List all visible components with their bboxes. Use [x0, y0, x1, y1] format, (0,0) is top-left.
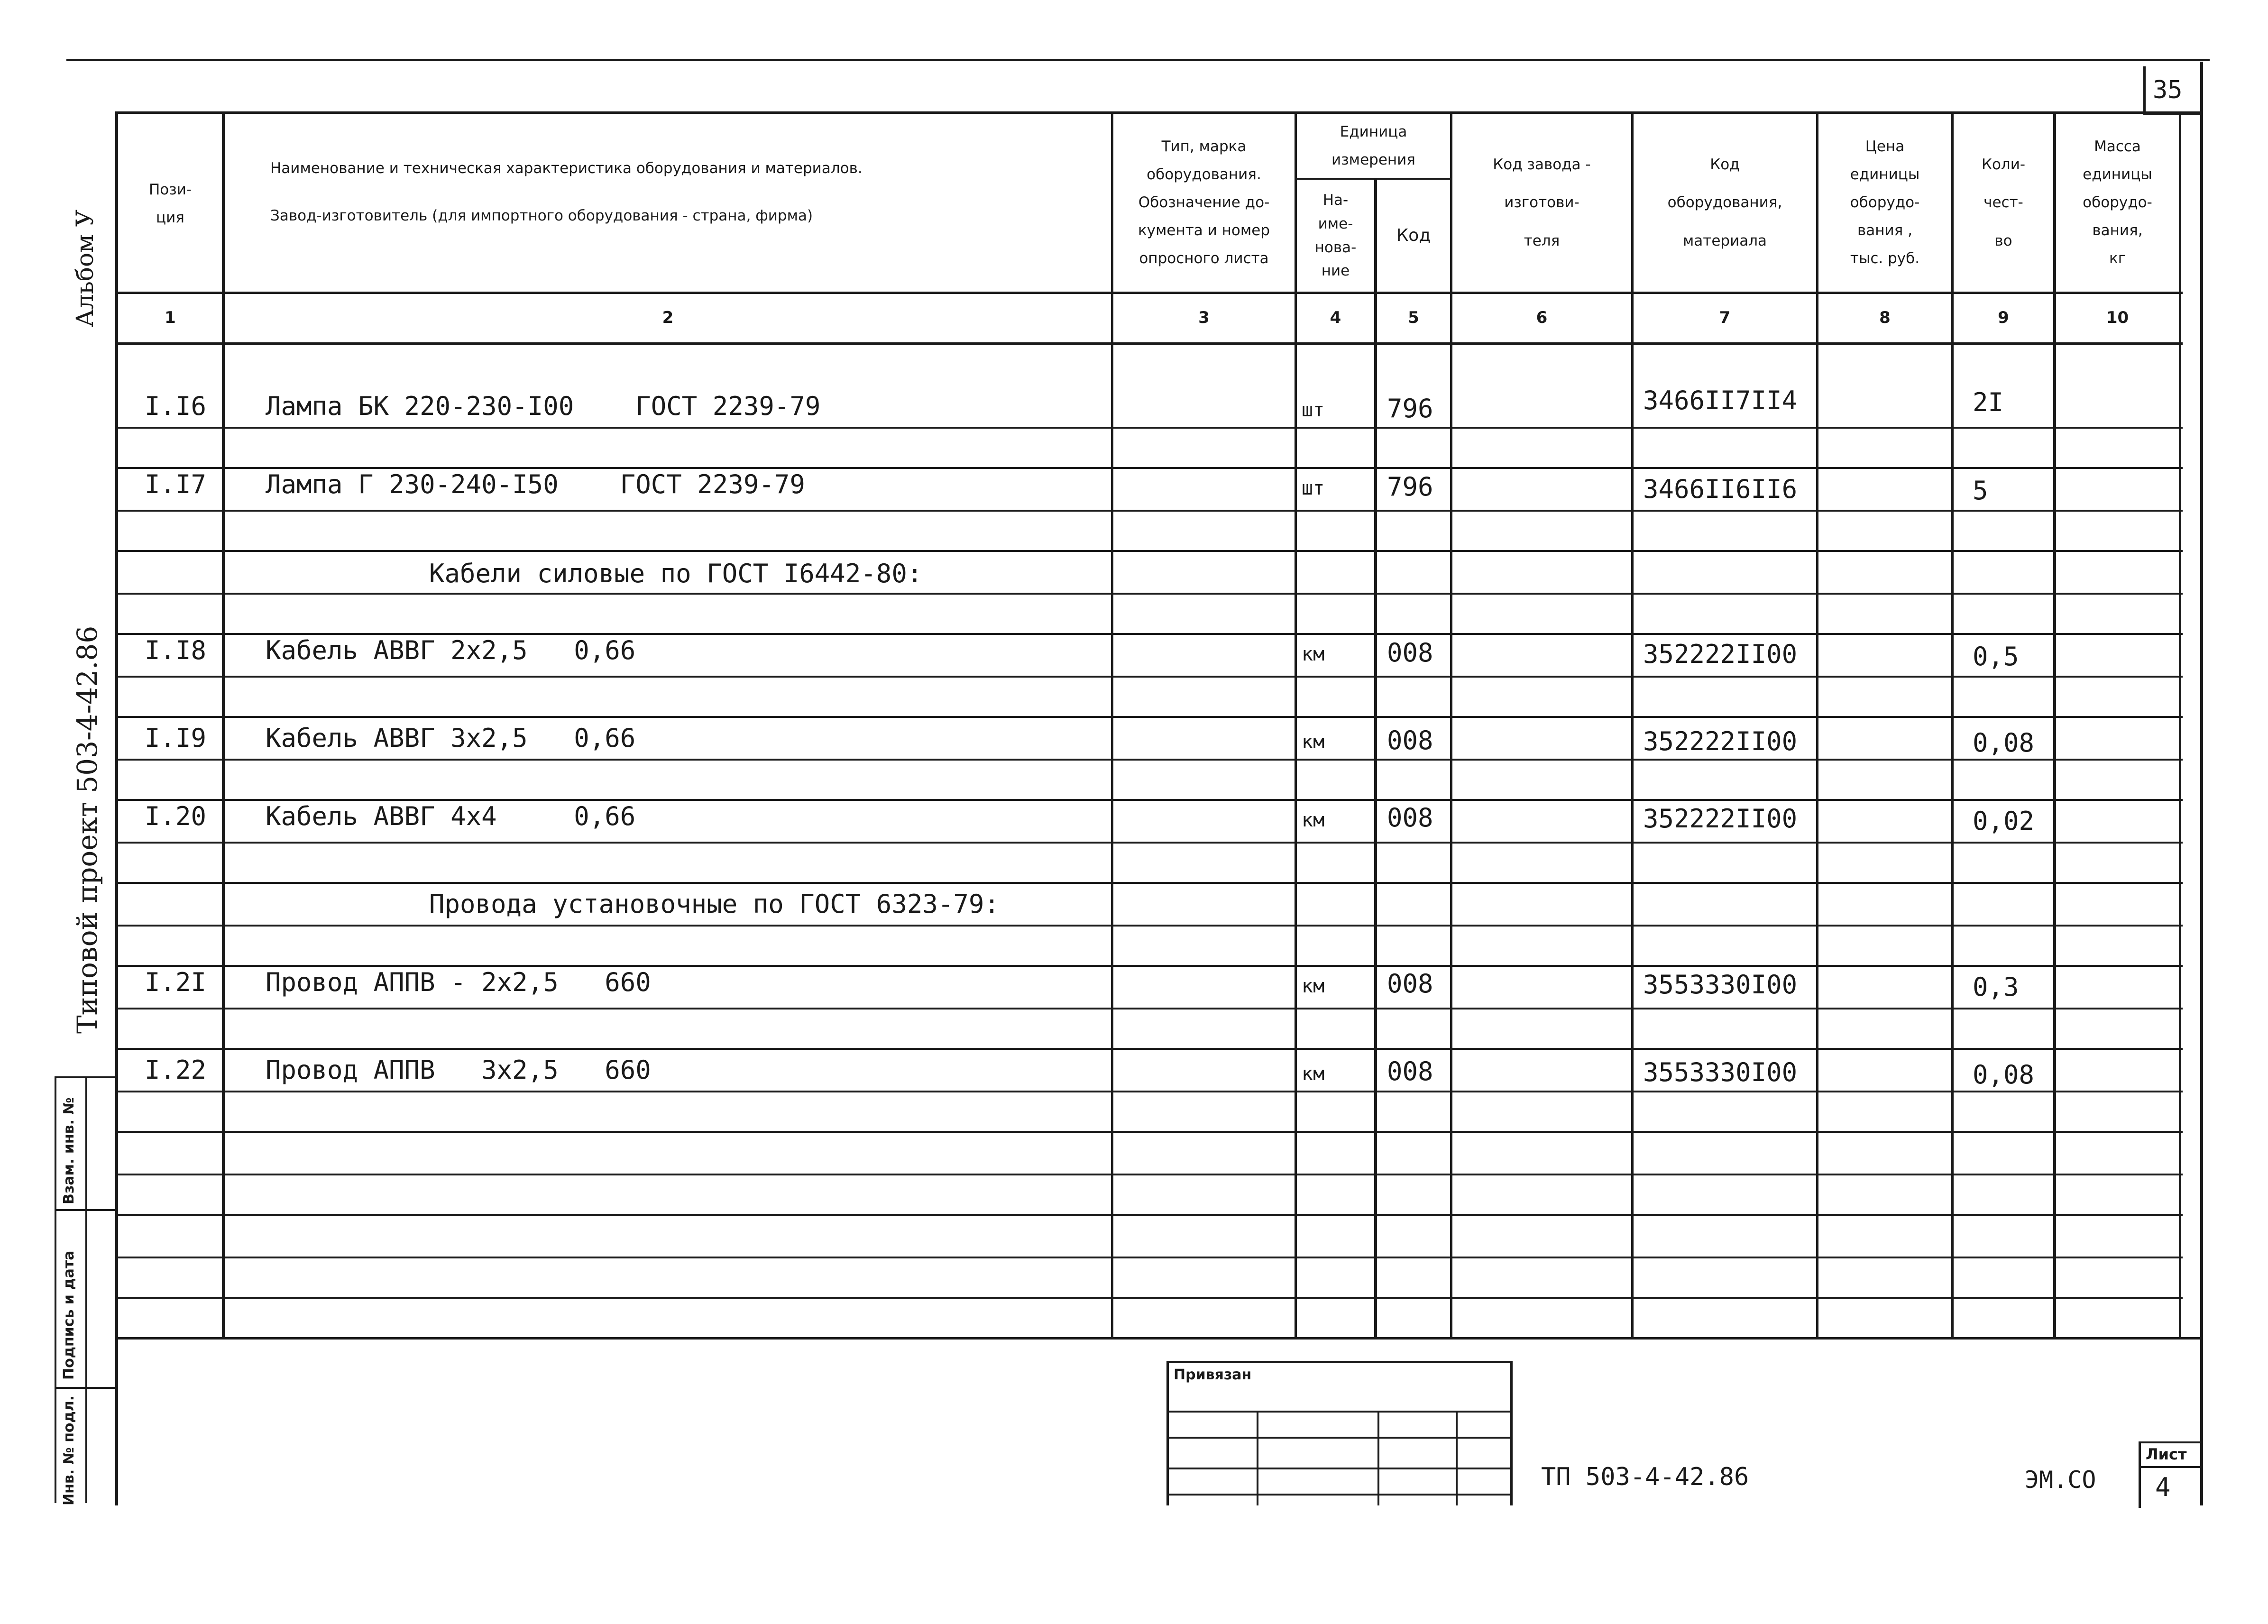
- header-name-line1: Наименование и техническая характеристика оборудования и материалов.: [270, 159, 863, 177]
- header-position: Пози- ция: [148, 181, 192, 226]
- row-equipment-code: 3553330I00: [1643, 970, 1798, 1000]
- row-position: I.I9: [145, 723, 207, 753]
- row-name: Кабель АВВГ 3х2,5 0,66: [266, 723, 636, 753]
- row-unit: шт: [1302, 399, 1325, 421]
- row-unit-code: 008: [1387, 638, 1433, 668]
- row-name: Лампа БК 220-230-I00 ГОСТ 2239-79: [266, 391, 821, 421]
- project-label: Типовой проект 503-4-42.86: [71, 625, 103, 1034]
- header-unit-group: Единица измерения: [1331, 123, 1415, 168]
- row-name: Провод АППВ - 2х2,5 660: [266, 967, 651, 997]
- row-quantity: 2I: [1973, 387, 2004, 417]
- row-equipment-code: 3466II6II6: [1643, 474, 1798, 504]
- row-unit-code: 008: [1387, 969, 1433, 999]
- row-position: I.2I: [145, 967, 207, 997]
- header-mass: Масса единицы оборудо- вания, кг: [2083, 138, 2152, 267]
- row-unit-code: 008: [1387, 725, 1433, 755]
- page-number: 35: [2153, 76, 2183, 104]
- row-quantity: 0,08: [1973, 1060, 2035, 1090]
- row-equipment-code: 352222II00: [1643, 726, 1798, 756]
- row-quantity: 0,5: [1973, 642, 2019, 671]
- row-unit-code: 008: [1387, 1056, 1433, 1086]
- column-number: 3: [1198, 308, 1210, 327]
- column-number: 10: [2106, 308, 2129, 327]
- column-number: 4: [1330, 308, 1341, 327]
- column-number: 7: [1719, 308, 1731, 327]
- header-unit-name: На- име- нова- ние: [1314, 192, 1357, 280]
- row-equipment-code: 3466II7II4: [1643, 385, 1798, 415]
- row-unit-code: 796: [1387, 394, 1433, 423]
- document-code: ЭМ.СО: [2025, 1466, 2096, 1494]
- sheet-label: Лист: [2146, 1445, 2187, 1463]
- column-number: 2: [662, 308, 674, 327]
- row-equipment-code: 352222II00: [1643, 804, 1798, 834]
- row-name: Провод АППВ 3х2,5 660: [266, 1055, 651, 1085]
- column-number: 5: [1408, 308, 1419, 327]
- header-unit-code: Код: [1396, 226, 1431, 246]
- section-heading: Кабели силовые по ГОСТ I6442-80:: [429, 559, 923, 588]
- row-quantity: 5: [1973, 476, 1988, 505]
- stamp-original-inv: Инв. № подл.: [61, 1395, 77, 1505]
- row-position: I.22: [145, 1055, 207, 1085]
- sheet-number: 4: [2155, 1472, 2171, 1502]
- header-manufacturer-code: Код завода - изготови- теля: [1493, 156, 1591, 249]
- row-unit: км: [1302, 1063, 1325, 1085]
- row-name: Кабель АВВГ 2х2,5 0,66: [266, 635, 636, 665]
- stamp-signature-date: Подпись и дата: [61, 1250, 77, 1380]
- document-designation: ТП 503-4-42.86: [1541, 1463, 1749, 1491]
- row-quantity: 0,3: [1973, 972, 2019, 1002]
- header-unit-price: Цена единицы оборудо- вания , тыс. руб.: [1850, 138, 1920, 267]
- row-unit: км: [1302, 731, 1325, 753]
- row-unit: км: [1302, 975, 1325, 997]
- album-label: Альбом У: [71, 210, 99, 327]
- row-position: I.I6: [145, 391, 207, 421]
- row-quantity: 0,02: [1973, 806, 2035, 836]
- column-number: 8: [1879, 308, 1891, 327]
- row-position: I.I7: [145, 469, 207, 499]
- row-position: I.20: [145, 801, 207, 831]
- row-unit-code: 796: [1387, 472, 1433, 502]
- column-number: 9: [1998, 308, 2009, 327]
- section-heading: Провода установочные по ГОСТ 6323-79:: [429, 889, 1000, 919]
- column-number: 1: [165, 308, 176, 327]
- row-unit: км: [1302, 643, 1325, 665]
- column-number: 6: [1536, 308, 1548, 327]
- header-type-mark: Тип, марка оборудования. Обозначение до- кумента и номер опросного листа: [1138, 138, 1270, 267]
- stamp-replacement-inv: Взам. инв. №: [61, 1097, 77, 1204]
- row-name: Лампа Г 230-240-I50 ГОСТ 2239-79: [266, 469, 805, 499]
- row-name: Кабель АВВГ 4х4 0,66: [266, 801, 636, 831]
- row-quantity: 0,08: [1973, 728, 2035, 758]
- row-position: I.I8: [145, 635, 207, 665]
- row-unit: шт: [1302, 477, 1325, 499]
- row-unit: км: [1302, 809, 1325, 831]
- attached-label: Привязан: [1174, 1367, 1252, 1383]
- row-equipment-code: 352222II00: [1643, 639, 1798, 669]
- row-equipment-code: 3553330I00: [1643, 1057, 1798, 1087]
- header-name-line2: Завод-изготовитель (для импортного оборудования - страна, фирма): [270, 207, 813, 224]
- header-equipment-code: Код оборудования, материала: [1667, 156, 1782, 249]
- header-quantity: Коли- чест- во: [1981, 156, 2026, 249]
- row-unit-code: 008: [1387, 803, 1433, 833]
